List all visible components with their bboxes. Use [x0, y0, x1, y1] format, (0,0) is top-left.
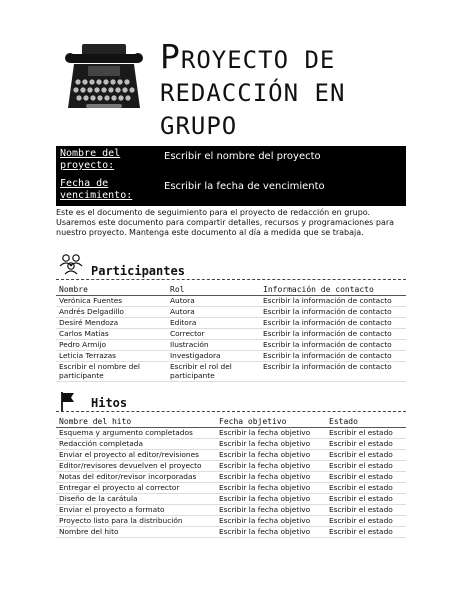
milestone-date[interactable]: Escribir la fecha objetivo: [216, 516, 326, 527]
milestone-name[interactable]: Editor/revisores devuelven el proyecto: [56, 461, 216, 472]
participant-name[interactable]: Desiré Mendoza: [56, 318, 167, 329]
participant-contact[interactable]: Escribir la información de contacto: [260, 351, 406, 362]
participant-role[interactable]: Ilustración: [167, 340, 260, 351]
milestone-status[interactable]: Escribir el estado: [326, 516, 406, 527]
title-line-2: REDACCIÓN EN: [160, 79, 346, 107]
title-line-3: GRUPO: [160, 112, 238, 140]
milestone-status[interactable]: Escribir el estado: [326, 494, 406, 505]
table-row: [56, 340, 406, 351]
milestone-date[interactable]: Escribir la fecha objetivo: [216, 461, 326, 472]
participant-role[interactable]: Corrector: [167, 329, 260, 340]
milestone-name[interactable]: Esquema y argumento completados: [56, 428, 216, 439]
participant-role[interactable]: Editora: [167, 318, 260, 329]
col-fecha: Fecha objetivo: [216, 415, 326, 428]
participant-role[interactable]: Investigadora: [167, 351, 260, 362]
participant-role[interactable]: Escribir el rol del participante: [167, 362, 260, 382]
milestone-name[interactable]: Enviar el proyecto a formato: [56, 505, 216, 516]
table-row: [56, 472, 406, 483]
milestone-name[interactable]: Diseño de la carátula: [56, 494, 216, 505]
project-name-label: Nombre del proyecto:: [60, 148, 121, 171]
col-estado: Estado: [326, 415, 406, 428]
project-name-row: [56, 146, 406, 172]
participant-name[interactable]: Verónica Fuentes: [56, 296, 167, 307]
table-row: [56, 505, 406, 516]
col-hito: Nombre del hito: [56, 415, 216, 428]
table-row: [56, 516, 406, 527]
table-row: [56, 362, 406, 382]
table-row: [56, 296, 406, 307]
milestone-name[interactable]: Entregar el proyecto al corrector: [56, 483, 216, 494]
participants-table: [56, 283, 406, 382]
table-row: [56, 351, 406, 362]
milestone-date[interactable]: Escribir la fecha objetivo: [216, 450, 326, 461]
milestone-date[interactable]: Escribir la fecha objetivo: [216, 428, 326, 439]
col-contacto: Información de contacto: [260, 283, 406, 296]
milestone-status[interactable]: Escribir el estado: [326, 472, 406, 483]
participant-contact[interactable]: Escribir la información de contacto: [260, 362, 406, 382]
typewriter-icon: [64, 42, 144, 114]
col-rol: Rol: [167, 283, 260, 296]
participant-contact[interactable]: Escribir la información de contacto: [260, 296, 406, 307]
participant-contact[interactable]: Escribir la información de contacto: [260, 318, 406, 329]
participants-header-row: [56, 283, 406, 296]
participant-name[interactable]: Andrés Delgadillo: [56, 307, 167, 318]
milestone-date[interactable]: Escribir la fecha objetivo: [216, 439, 326, 450]
participant-contact[interactable]: Escribir la información de contacto: [260, 307, 406, 318]
participants-divider: [56, 279, 406, 280]
milestone-status[interactable]: Escribir el estado: [326, 439, 406, 450]
milestones-header-row: [56, 415, 406, 428]
milestone-status[interactable]: Escribir el estado: [326, 527, 406, 538]
milestone-name[interactable]: Notas del editor/revisor incorporadas: [56, 472, 216, 483]
participant-name[interactable]: Escribir el nombre del participante: [56, 362, 167, 382]
table-row: [56, 527, 406, 538]
participant-role[interactable]: Autora: [167, 296, 260, 307]
table-row: [56, 428, 406, 439]
participants-heading: Participantes: [91, 264, 185, 278]
col-nombre: Nombre: [56, 283, 167, 296]
due-date-field[interactable]: Escribir la fecha de vencimiento: [164, 181, 325, 192]
milestone-name[interactable]: Enviar el proyecto al editor/revisiones: [56, 450, 216, 461]
page-title: [160, 37, 450, 143]
table-row: [56, 329, 406, 340]
intro-paragraph[interactable]: Este es el documento de seguimiento para el proyecto de redacción en grupo. Usaremos este documento para compartir detalles, recursos y programaciones para nuestro proyecto. Mantenga este documento al día a medida que se trabaja.: [56, 208, 395, 237]
table-row: [56, 450, 406, 461]
milestones-table: [56, 415, 406, 538]
milestone-status[interactable]: Escribir el estado: [326, 461, 406, 472]
due-date-label: Fecha de vencimiento:: [60, 178, 133, 201]
table-row: [56, 307, 406, 318]
table-row: [56, 494, 406, 505]
milestone-date[interactable]: Escribir la fecha objetivo: [216, 505, 326, 516]
milestone-status[interactable]: Escribir el estado: [326, 483, 406, 494]
title-line-1: ROYECTO DE: [180, 46, 336, 74]
milestone-name[interactable]: Nombre del hito: [56, 527, 216, 538]
table-row: [56, 483, 406, 494]
table-row: [56, 318, 406, 329]
participant-name[interactable]: Leticia Terrazas: [56, 351, 167, 362]
milestone-status[interactable]: Escribir el estado: [326, 450, 406, 461]
milestone-date[interactable]: Escribir la fecha objetivo: [216, 472, 326, 483]
table-row: [56, 461, 406, 472]
people-icon: [58, 252, 84, 276]
milestone-status[interactable]: Escribir el estado: [326, 428, 406, 439]
project-info-box: [56, 146, 406, 206]
milestone-status[interactable]: Escribir el estado: [326, 505, 406, 516]
project-name-field[interactable]: Escribir el nombre del proyecto: [164, 151, 321, 162]
title-cap: P: [160, 37, 181, 76]
milestone-name[interactable]: Redacción completada: [56, 439, 216, 450]
participant-contact[interactable]: Escribir la información de contacto: [260, 329, 406, 340]
milestone-date[interactable]: Escribir la fecha objetivo: [216, 494, 326, 505]
milestone-date[interactable]: Escribir la fecha objetivo: [216, 527, 326, 538]
participant-name[interactable]: Carlos Matías: [56, 329, 167, 340]
milestones-heading: Hitos: [91, 396, 128, 410]
participant-name[interactable]: Pedro Armijo: [56, 340, 167, 351]
participant-role[interactable]: Autora: [167, 307, 260, 318]
participant-contact[interactable]: Escribir la información de contacto: [260, 340, 406, 351]
milestones-divider: [56, 411, 406, 412]
due-date-row: [56, 176, 406, 202]
table-row: [56, 439, 406, 450]
milestone-date[interactable]: Escribir la fecha objetivo: [216, 483, 326, 494]
milestone-name[interactable]: Proyecto listo para la distribución: [56, 516, 216, 527]
